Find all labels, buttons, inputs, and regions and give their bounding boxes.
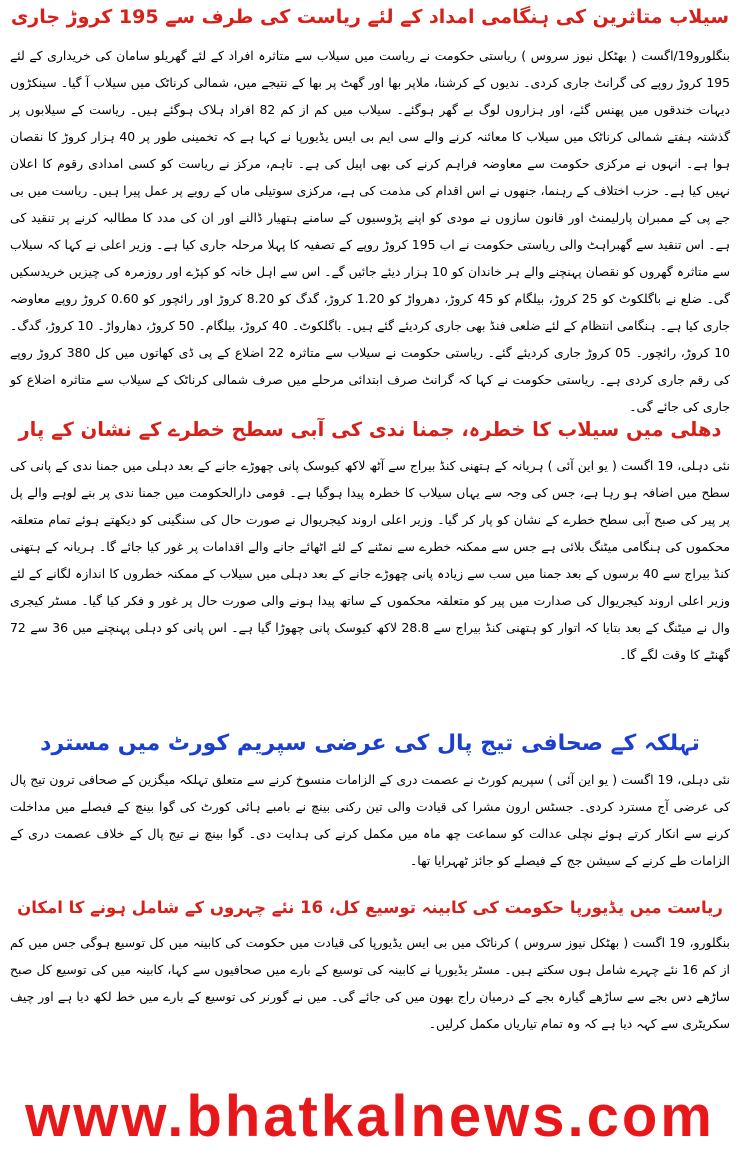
- article-flood-relief: [10, 6, 730, 420]
- body-flood-relief: بنگلورو19/اگست ( بھٹکل نیوز سروس ) ریاستی حکومت نے ریاست میں سیلاب سے متاثرہ افراد کے لئے گھریلو سامان کی خریداری کے لئے 195 کروڑ روپے کی گرانٹ جاری کردی۔ ندیوں کے کرشنا، ملاپر بھا اور گھٹ پر بھا کے نتیجے میں، شمالی کرناٹک میں سیلاب آ گیا۔ سینکڑوں دیہات خندقوں میں پھنس گئے، اور ہزاروں لوگ بے گھر ہوگئے۔ سیلاب میں کم از کم 82 افراد ہلاک ہوگئے ہیں۔ ریاست کے سیلابوں پر گذشتہ ہفتے شمالی کرناٹک میں سیلاب کا معائنہ کرنے والے سی ایم بی ایس یڈیورپا نے کہا ہے کہ تخمینی طور پر 40 ہزار کروڑ کا نقصان ہوا ہے۔ انہوں نے مرکزی حکومت سے معاوضہ فراہم کرنے کی بھی اپیل کی ہے۔ تاہم، مرکز نے ریاست کو کسی امدادی رقوم کا اعلان نہیں کیا ہے۔ حزب اختلاف کے رہنما، جنھوں نے اس اقدام کی مذمت کی ہے، مرکزی سوتیلی ماں کے رویے پر عمل پیرا ہیں۔ ریاست میں بی جے پی کے ممبران پارلیمنٹ اور قانون سازوں نے مودی کو اپنے پڑوسیوں کے سامنے ہتھیار ڈالنے اور ان کی مدد کا مطالبہ کرنے پر تنقید کی ہے۔ اس تنقید سے گھبراہٹ والی ریاستی حکومت نے اب 195 کروڑ روپے کے تصفیہ کا پہلا مرحلہ جاری کیا ہے۔ وزیر اعلی نے کہا کہ سیلاب سے متاثرہ گھروں کو نقصان پہنچنے والے ہر خاندان کو 10 ہزار دیئے جائیں گے۔ اس سے اہل خانہ کو کپڑے اور روزمرہ کی چیزیں خریدسکیں گی۔ ضلع نے باگلکوٹ کو 25 کروڑ، بیلگام کو 45 کروڑ، دھرواڑ کو 1.20 کروڑ، گدگ کو 8.20 کروڑ اور رائچور کو 0.60 کروڑ روپے معاوضہ جاری کیا ہے۔ ہنگامی انتظام کے لئے ضلعی فنڈ بھی جاری کردیئے گئے ہیں۔ باگلکوٹ۔ 40 کروڑ، بیلگام۔ 50 کروڑ، دھارواڑ۔ 10 کروڑ، گدگ۔ 10 کروڑ، رائچور۔ 05 کروڑ جاری کردیئے گئے۔ ریاستی حکومت نے سیلاب سے متاثرہ 22 اضلاع کے پی ڈی کھاتوں میں کل 380 کروڑ روپے کی رقم جاری کردی ہے۔ ریاستی حکومت نے کہا کہ گرانٹ صرف ابتدائی مرحلے میں صرف شمالی کرناٹک کے سیلاب سے متاثرہ اضلاع کو جاری کی جائے گی۔: [10, 47, 731, 414]
- article-delhi-flood: [10, 418, 730, 668]
- body-delhi-flood: نئی دہلی، 19 اگست ( یو این آئی ) ہریانہ کے ہتھنی کنڈ بیراج سے آٹھ لاکھ کیوسک پانی چھوڑے جانے کے بعد دہلی میں جمنا ندی کے پانی کی سطح میں اضافہ ہو رہا ہے، جس کی وجہ سے یہاں سیلاب کا خطرہ پیدا ہوگیا ہے۔ قومی دارالحکومت میں جمنا ندی پر بنے لوہے والے پل پر پیر کی صبح آبی سطح خطرے کے نشان کو پار کر گیا۔ وزیر اعلی اروند کیجریوال نے صورت حال کی سنگینی کو دیکھتے ہوئے تمام متعلقہ محکموں کی ہنگامی میٹنگ بلائی ہے جس سے ممکنہ خطرے سے نمٹنے کے لئے اٹھائے جانے والے اقدامات پر غور کیا جائے گا۔ ہریانہ کے ہتھنی کنڈ بیراج سے 40 برسوں کے بعد جمنا میں سب سے زیادہ پانی چھوڑے جانے کے بعد دہلی میں سیلاب کے ممکنہ خطروں کا اندازہ لگانے کے لئے وزیر اعلی اروند کیجریوال کی صدارت میں پیر کو متعلقہ محکموں کے ساتھ پیدا ہونے والی صورت حال پر غور و فکر کیا گیا۔ مسٹر کیجری وال نے میٹنگ کے بعد بتایا کہ اتوار کو ہتھنی کنڈ بیراج سے 28.8 لاکھ کیوسک پانی چھوڑا گیا ہے۔ اس پانی کو دہلی پہنچنے میں 36 سے 72 گھنٹے کا وقت لگے گا۔: [10, 458, 731, 663]
- article-tehelka: [10, 730, 730, 874]
- headline-tehelka: تہلکہ کے صحافی تیج پال کی عرضی سپریم کورٹ میں مسترد: [40, 731, 700, 756]
- body-tehelka: نئی دہلی، 19 اگست ( یو این آئی ) سپریم کورٹ نے عصمت دری کے الزامات منسوخ کرنے سے متعلق تہلکہ میگزین کے صحافی ترون تیج پال کی عرضی آج مسترد کردی۔ جسٹس ارون مشرا کی قیادت والی تین رکنی بینچ نے بامبے ہائی کورٹ کی گوا بینچ کے فیصلے میں مداخلت کرنے سے انکار کرتے ہوئے نچلی عدالت کو سماعت چھ ماہ میں مکمل کرنے کی ہدایت دی۔ گوا بینچ نے تیج پال کے خلاف عصمت دری کے الزامات طے کرنے کے سیشن جج کے فیصلے کو جائز ٹھہرایا تھا۔: [10, 771, 730, 868]
- headline-cabinet-expansion: ریاست میں یڈیورپا حکومت کی کابینہ توسیع کل، 16 نئے چہروں کے شامل ہونے کا امکان: [17, 898, 723, 917]
- headline-delhi-flood: دھلی میں سیلاب کا خطرہ، جمنا ندی کی آبی سطح خطرے کے نشان کے پار: [18, 418, 722, 441]
- body-cabinet-expansion: بنگلورو، 19 اگست ( بھٹکل نیوز سروس ) کرناٹک میں بی ایس یڈیورپا کی قیادت میں حکومت کی کابینہ میں کل توسیع ہوگی جس میں کم از کم 16 نئے چہرے شامل ہوں سکتے ہیں۔ مسٹر یڈیورپا نے کابینہ کی توسیع کے بارے میں صحافیوں سے کہا، کابینہ میں کی توسیع کل صبح ساڑھے دس بجے سے ساڑھے گیارہ بجے کے درمیان راج بھون میں کی جائے گی۔ میں نے گورنر کی توسیع کے بارے میں خط لکھ دیا ہے اور چیف سکریٹری سے کہہ دیا ہے کہ وہ تمام تیاریاں مکمل کرلیں۔: [10, 934, 731, 1031]
- website-url: www.bhatkalnews.com: [25, 1084, 715, 1149]
- headline-flood-relief: سیلاب متاثرین کی ہنگامی امداد کے لئے ریاست کی طرف سے 195 کروڑ جاری: [10, 6, 730, 28]
- article-cabinet-expansion: [10, 898, 730, 1037]
